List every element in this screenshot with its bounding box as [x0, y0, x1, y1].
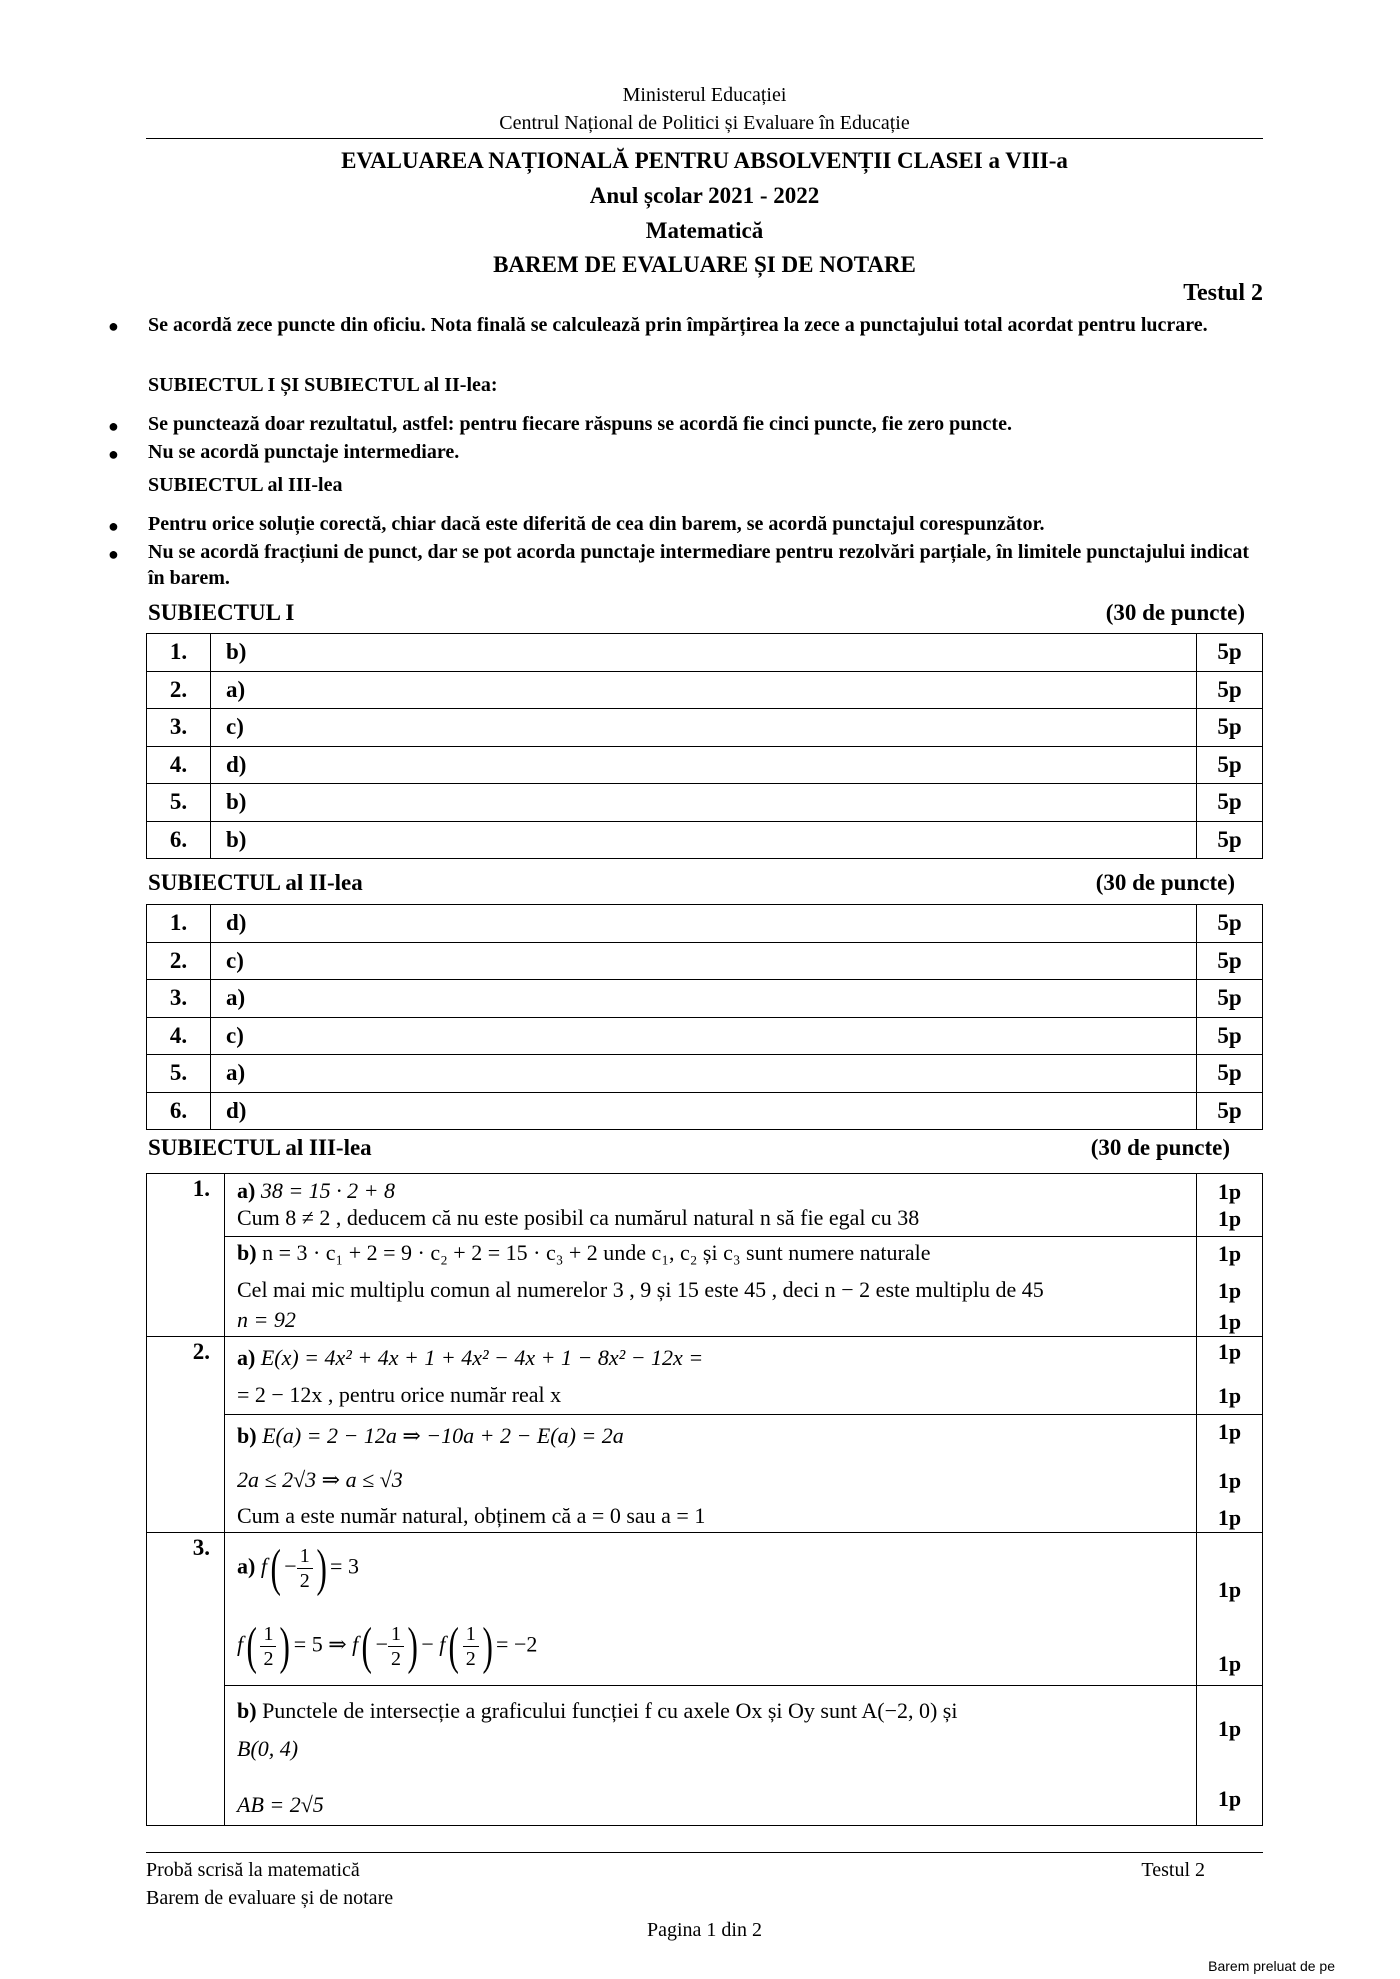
table-row [147, 1017, 1263, 1055]
points-value: 1p [1217, 1505, 1242, 1530]
s3-p3b-line3: AB = 2√5 [237, 1792, 324, 1817]
s3-p2a-line2: = 2 − 12x , pentru orice număr real x [237, 1382, 562, 1407]
answer: d) [211, 1092, 1197, 1130]
denominator: 2 [263, 1648, 274, 1670]
instruction-s3-b1: Pentru orice soluție corectă, chiar dacă este diferită de cea din barem, se acordă punctajul corespunzător. [148, 513, 1045, 535]
answer: b) [211, 634, 1197, 672]
denominator: 2 [465, 1648, 476, 1670]
answer: c) [211, 1017, 1197, 1055]
instruction-s12-head: SUBIECTUL I ȘI SUBIECTUL al II-lea: [148, 374, 498, 396]
points-value: 1p [1217, 1716, 1242, 1741]
table-row [147, 942, 1263, 980]
points-value: 1p [1217, 1383, 1242, 1408]
fraction [297, 1544, 313, 1593]
s3-p2b-line2: 2a ≤ 2√3 ⇒ a ≤ √3 [237, 1467, 403, 1492]
item-number: 2. [147, 671, 211, 709]
item-points: 5p [1197, 634, 1263, 672]
s3-p1b-line2: Cel mai mic multiplu comun al numerelor 3 , 9 și 15 este 45 , deci n − 2 este multiplu de 45 [237, 1277, 1044, 1302]
s2-table [146, 904, 1263, 1130]
numerator: 1 [297, 1544, 313, 1569]
s3-points: (30 de puncte) [1090, 1135, 1230, 1160]
table-row [147, 821, 1263, 859]
item-points: 5p [1197, 671, 1263, 709]
answer: c) [211, 709, 1197, 747]
item-number: 6. [147, 821, 211, 859]
item-points: 5p [1197, 980, 1263, 1018]
item-points: 5p [1197, 1092, 1263, 1130]
answer: a) [211, 980, 1197, 1018]
s3-p2b-cell [225, 1415, 1197, 1533]
s3-p3a-label: a) [237, 1553, 256, 1579]
item-number: 3. [147, 709, 211, 747]
s3-p2a-line1: E(x) = 4x² + 4x + 1 + 4x² − 4x + 1 − 8x² − 12x = [260, 1345, 704, 1370]
bullet-icon: ● [108, 316, 119, 336]
points-value: 1p [1217, 1206, 1242, 1231]
s3-p3b-cell [225, 1686, 1197, 1826]
points-value: 1p [1217, 1339, 1242, 1364]
item-number: 1. [147, 905, 211, 943]
s2-points: (30 de puncte) [1095, 870, 1235, 895]
fraction [463, 1622, 479, 1671]
item-points: 5p [1197, 1055, 1263, 1093]
item-number: 4. [147, 1017, 211, 1055]
s2-title: SUBIECTUL al II-lea [148, 870, 363, 895]
function-symbol: f [352, 1631, 359, 1657]
s3-p1a-label: a) [237, 1178, 256, 1203]
s3-p2b-points [1197, 1415, 1263, 1533]
s3-p2a-cell [225, 1337, 1197, 1415]
points-value: 1p [1217, 1241, 1242, 1266]
table-row [147, 1174, 1263, 1237]
s3-p3a-cell [225, 1533, 1197, 1686]
s1-title: SUBIECTUL I [148, 600, 295, 625]
s3-p2b-line3: Cum a este număr natural, obținem că a = 0 sau a = 1 [237, 1503, 706, 1528]
exam-title: EVALUAREA NAȚIONALĂ PENTRU ABSOLVENȚII CLASEI a VIII-a [341, 148, 1068, 173]
header-rule [146, 138, 1263, 139]
instruction-s12-b1: Se punctează doar rezultatul, astfel: pentru fiecare răspuns se acordă fie cinci puncte, fie zero puncte. [148, 413, 1012, 435]
item-number: 1. [147, 634, 211, 672]
item-number: 6. [147, 1092, 211, 1130]
equals-5-implies: = 5 ⇒ [293, 1631, 347, 1657]
denominator: 2 [299, 1570, 310, 1592]
numerator: 1 [463, 1622, 479, 1647]
denominator: 2 [391, 1648, 401, 1670]
table-row [147, 784, 1263, 822]
s3-p1a-line2: Cum 8 ≠ 2 , deducem că nu este posibil ca numărul natural n să fie egal cu 38 [237, 1205, 920, 1230]
s3-p2-number: 2. [147, 1337, 225, 1533]
answer: b) [211, 821, 1197, 859]
table-row [147, 1237, 1263, 1337]
s3-p3b-label: b) [237, 1698, 257, 1723]
table-row [147, 905, 1263, 943]
s1-points: (30 de puncte) [1105, 600, 1245, 625]
item-points: 5p [1197, 1017, 1263, 1055]
answer: a) [211, 1055, 1197, 1093]
function-symbol: f [237, 1631, 244, 1657]
s3-p3a-points [1197, 1533, 1263, 1686]
item-points: 5p [1197, 942, 1263, 980]
barem-title: BAREM DE EVALUARE ȘI DE NOTARE [493, 252, 916, 277]
points-value: 1p [1217, 1278, 1242, 1303]
table-row [147, 980, 1263, 1018]
footer-left-1: Probă scrisă la matematică [146, 1859, 360, 1881]
corner-note: Barem preluat de pe [1208, 1958, 1335, 1974]
table-row [147, 1533, 1263, 1686]
item-number: 5. [147, 1055, 211, 1093]
table-row [147, 746, 1263, 784]
s3-p2a-points [1197, 1337, 1263, 1415]
minus-sign: − [421, 1631, 434, 1657]
s3-p1b-line1: n = 3 · c₁ + 2 = 9 · c₂ + 2 = 15 · c₃ + 2 unde c₁, c₂ și c₃ sunt numere naturale [262, 1240, 931, 1265]
fraction [260, 1622, 276, 1671]
s3-p1a-points [1197, 1174, 1263, 1237]
instruction-s12-b2: Nu se acordă punctaje intermediare. [148, 441, 460, 463]
bullet-icon: ● [108, 544, 119, 564]
s3-p1b-cell [225, 1237, 1197, 1337]
numerator: 1 [260, 1622, 276, 1647]
s3-p3b-line2: B(0, 4) [237, 1736, 299, 1761]
page-number: Pagina 1 din 2 [647, 1919, 762, 1941]
points-value: 1p [1217, 1468, 1242, 1493]
s3-p1b-line3: n = 92 [237, 1307, 296, 1332]
bullet-icon: ● [108, 444, 119, 464]
footer-left-2: Barem de evaluare și de notare [146, 1887, 394, 1909]
points-value: 1p [1217, 1179, 1242, 1204]
function-symbol: f [439, 1631, 446, 1657]
subject-title: Matematică [645, 218, 764, 243]
table-row [147, 709, 1263, 747]
s3-p1b-points [1197, 1237, 1263, 1337]
instruction-s3-b2: Nu se acordă fracțiuni de punct, dar se pot acorda punctaje intermediare pentru rezolvări parțiale, în limitele punctajului indicat în barem. [148, 541, 1250, 589]
s3-p3a-line2: f( $\frac{1}{2}$ ) = 5 ⇒ f( − $\frac{1}{2}$ ) − f( $\frac{1}{2}$ ) = −2 [237, 1618, 538, 1675]
s3-p2b-label: b) [237, 1423, 257, 1448]
table-row [147, 1686, 1263, 1826]
s3-p3b-line1: Punctele de intersecție a graficului funcției f cu axele Ox și Oy sunt A(−2, 0) și [262, 1698, 958, 1723]
table-row [147, 1415, 1263, 1533]
s3-p1a-cell [225, 1174, 1197, 1237]
points-value: 1p [1217, 1309, 1242, 1334]
s1-table [146, 633, 1263, 859]
item-points: 5p [1197, 905, 1263, 943]
item-number: 5. [147, 784, 211, 822]
s3-title: SUBIECTUL al III-lea [148, 1135, 372, 1160]
answer: a) [211, 671, 1197, 709]
s3-p2b-line1: E(a) = 2 − 12a ⇒ −10a + 2 − E(a) = 2a [262, 1423, 624, 1448]
item-points: 5p [1197, 821, 1263, 859]
fraction [388, 1622, 404, 1671]
instruction-s3-head: SUBIECTUL al III-lea [148, 474, 343, 496]
item-number: 3. [147, 980, 211, 1018]
item-points: 5p [1197, 709, 1263, 747]
test-label: Testul 2 [1183, 280, 1263, 306]
answer: d) [211, 746, 1197, 784]
points-value: 1p [1217, 1419, 1242, 1444]
item-number: 2. [147, 942, 211, 980]
footer-right: Testul 2 [1141, 1859, 1205, 1881]
item-number: 4. [147, 746, 211, 784]
footer-rule [146, 1852, 1263, 1853]
s3-p1a-line1: 38 = 15 · 2 + 8 [260, 1178, 396, 1203]
answer: b) [211, 784, 1197, 822]
s3-p2a-label: a) [237, 1345, 256, 1370]
numerator: 1 [388, 1622, 404, 1647]
bullet-icon: ● [108, 516, 119, 536]
answer: c) [211, 942, 1197, 980]
answer: d) [211, 905, 1197, 943]
table-row [147, 1337, 1263, 1415]
s3-p3-number: 3. [147, 1533, 225, 1826]
points-value: 1p [1217, 1577, 1242, 1602]
s3-p1-number: 1. [147, 1174, 225, 1337]
s3-p1b-label: b) [237, 1240, 257, 1265]
item-points: 5p [1197, 784, 1263, 822]
center-name: Centrul Național de Politici și Evaluare în Educație [499, 112, 910, 134]
item-points: 5p [1197, 746, 1263, 784]
s3-table [146, 1173, 1263, 1826]
points-value: 1p [1217, 1786, 1242, 1811]
ministry-name: Ministerul Educației [622, 84, 787, 106]
s3-p3a-line1: a) f( − $\frac{1}{2}$ ) = 3 [237, 1540, 359, 1597]
minus-sign: − [375, 1631, 388, 1657]
table-row [147, 634, 1263, 672]
minus-sign: − [284, 1553, 297, 1579]
bullet-icon: ● [108, 416, 119, 436]
points-value: 1p [1217, 1651, 1242, 1676]
instruction-general: Se acordă zece puncte din oficiu. Nota finală se calculează prin împărțirea la zece a punctajului total acordat pentru lucrare. [148, 314, 1208, 336]
s3-p3b-points [1197, 1686, 1263, 1826]
equals-minus-2: = −2 [496, 1631, 538, 1657]
table-row [147, 671, 1263, 709]
school-year: Anul școlar 2021 - 2022 [589, 183, 820, 208]
function-symbol: f [260, 1553, 267, 1579]
table-row [147, 1055, 1263, 1093]
equals-3: = 3 [330, 1553, 359, 1579]
table-row [147, 1092, 1263, 1130]
